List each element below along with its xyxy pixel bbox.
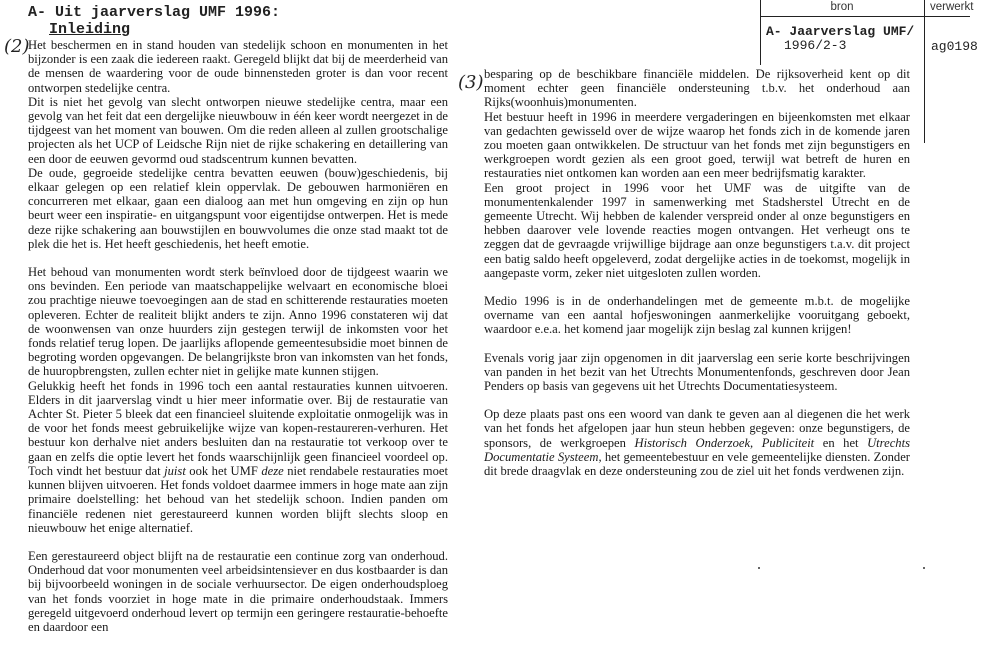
paragraph: De oude, gegroeide stedelijke centra bevatten eeuwen (bouw)geschiedenis, bij elkaar gelegen op een relatief klein oppervlak. De gebouwen harmoniëren en concurreren met elkaar, gaan een dialoog aan met hun omgeving en zijn op hun beurt weer een inspiratie- en uitgangspunt voor eigentijdse ontwerpen. Het is mede deze rijke schakering aan bouwstijlen en bouwvolumes die onze stad maakt tot de plek die het is. Het heeft geschiedenis, het heeft emotie.: [28, 165, 448, 251]
page-marker-2: (2): [4, 36, 30, 57]
source-reference: [766, 25, 914, 53]
paragraph: [484, 407, 910, 478]
paragraph: [28, 379, 448, 535]
emphasis: Historisch Onderzoek, Publiciteit: [634, 435, 815, 450]
heading-subtitle: Inleiding: [49, 21, 131, 38]
table-divider: [760, 16, 970, 17]
paragraph: Het behoud van monumenten wordt sterk beïnvloed door de tijdgeest waarin we ons bevinden. Een periode van maatschappelijke welvaart en economische bloei zou prachtige nieuwe toevoegingen aan de stad en schitterende restauraties moeten opleveren. Echter de realiteit blijkt anders te zijn. Anno 1996 constateren wij dat de woonwensen van onze huurders zijn gestegen terwijl de inkomsten voor het fonds relatief terug lopen. De jaarlijks aflopende gemeentesubsidie moet binnen de begroting worden opgevangen. De belangrijkste bron van inkomsten van het fonds, de huuropbrengsten, zullen echter niet in gelijke mate kunnen stijgen.: [28, 265, 448, 379]
text-run: Gelukkig heeft het fonds in 1996 toch een aantal restauraties kunnen uitvoeren. Elders in dit jaarverslag vindt u hier meer informatie over. Bij de restauratie van Achter St. Pieter 5 bleek dat een financieel sluitende exploitatie onmogelijk was in de voor het fonds meest gebruikelijke wijze van kopen-restaureren-verhuren. Het bestuur kon derhalve niet anders besluiten dan na restauratie tot verkoop over te gaan en zelfs die optie levert het fonds waarschijnlijk geen financieel voordeel op. Toch vindt het bestuur dat: [28, 378, 448, 478]
scan-speck: [758, 567, 760, 569]
source-line-1: A- Jaarverslag UMF/: [766, 24, 915, 39]
paragraph: Evenals vorig jaar zijn opgenomen in dit jaarverslag een serie korte beschrijvingen van panden in het bezit van het Utrechts Monumentenfonds, geschreven door Jean Penders op basis van gegevens uit het Utrechts Documentatiesysteem.: [484, 350, 910, 394]
emphasis: Utrechts Documentatie Systeem,: [484, 435, 910, 464]
paragraph: Een groot project in 1996 voor het UMF was de uitgifte van de monumentenkalender 1997 in samenwerking met Stadsherstel Utrecht en de gemeente Utrecht. Wij hebben de kalender verspreid onder al onze begunstigers en hebben daarover vele lovende reacties mogen ontvangen. Het verheugt ons te zeggen dat de gevraagde vrijwillige bijdrage aan onze begunstigers t.a.v. dit project een batig saldo heeft opgeleverd, zodat dergelijke acties in de toekomst, mogelijk in aangepaste vorm, zeker niet uitgesloten zullen worden.: [484, 180, 910, 280]
processed-code: ag0198: [931, 39, 978, 54]
text-run: en het: [814, 435, 868, 450]
table-divider: [924, 0, 925, 143]
emphasis: juist: [164, 463, 186, 478]
heading-title: A- Uit jaarverslag UMF 1996:: [28, 4, 281, 21]
paragraph: besparing op de beschikbare financiële middelen. De rijksoverheid kent op dit moment echter geen financiële ondersteuning t.b.v. het onderhoud aan Rijks(woonhuis)monumenten.: [484, 67, 910, 110]
column-header-processed: verwerkt: [930, 1, 974, 13]
text-run: ook het UMF: [185, 463, 262, 478]
source-line-2: 1996/2-3: [784, 38, 847, 53]
text-run: het gemeentebestuur en vele gemeentelijke diensten. Zonder dit brede draagvlak en deze ondersteuning zou de ziel uit het fonds verdwenen zijn.: [484, 449, 910, 479]
paragraph: Dit is niet het gevolg van slecht ontworpen nieuwe stedelijke centra, maar een gevolg van het feit dat een dergelijke nieuwbouw in één keer wordt neergezet in de tijdgeest van het moment van bouwen. Om die reden alleen al zullen grootschalige projecten als het UCP of Leidsche Rijn niet de rijke schakering en detaillering van een door de eeuwen gevormd oud stadscentrum kunnen bevatten.: [28, 94, 448, 166]
paragraph: Medio 1996 is in de onderhandelingen met de gemeente m.b.t. de mogelijke overname van een aantal hofjeswoningen aanmerkelijke vooruitgang geboekt, waardoor e.e.a. het komend jaar mogelijk zijn beslag zal kunnen krijgen!: [484, 294, 910, 337]
page-marker-3: (3): [458, 72, 484, 93]
text-run: niet rendabele restauraties moet kunnen blijven uitvoeren. Het fonds voldoet daarmee immers in hoge mate aan zijn primaire doelstelling: het behoud van het stedelijk schoon. Indien panden om financiële redenen niet gerestaureerd kunnen worden blijft slechts sloop en nieuwbouw het enige alternatief.: [28, 463, 449, 535]
document-heading: [28, 4, 280, 38]
paragraph: Een gerestaureerd object blijft na de restauratie een continue zorg van onderhoud. Onderhoud dat voor monumenten veel arbeidsintensiever en dus kostbaarder is dan bij bijvoorbeeld woningen in de sociale verhuursector. De eigen onderhoudsploeg van het fonds voorziet in hoge mate in die primaire onderhoudstaak. Immers geregeld uitgevoerd onderhoud levert op termijn een geringere restauratie-behoefte en daardoor een: [28, 548, 448, 634]
left-text-column: [28, 38, 448, 634]
right-text-column: [484, 67, 910, 478]
paragraph: Het bestuur heeft in 1996 in meerdere vergaderingen en bijeenkomsten met elkaar van gedachten gewisseld over de wijze waarop het fonds zich in de komende jaren zou moeten gaan ontwikkelen. De structuur van het fonds met zijn begunstigers en werkgroepen wordt gezien als een groot goed, terwijl wat betreft de huren en restauraties niet ontkomen kan worden aan een meer bedrijfsmatig karakter.: [484, 109, 910, 181]
column-header-source: bron: [830, 1, 854, 13]
paragraph: Het beschermen en in stand houden van stedelijk schoon en monumenten in het bijzonder is een zaak die iedereen raakt. Geregeld blijkt dat bij de meerderheid van de mensen de waardering voor de oude binnensteden groter is dan voor recent ontworpen stedelijke centra.: [28, 38, 448, 95]
scan-speck: [923, 567, 925, 569]
emphasis: deze: [261, 463, 284, 478]
text-run: Op deze plaats past ons een woord van dank te geven aan al diegenen die het werk van het fonds het afgelopen jaar hun steun hebben gegeven: onze begunstigers, de sponsors, de werkgroepen: [484, 407, 910, 450]
